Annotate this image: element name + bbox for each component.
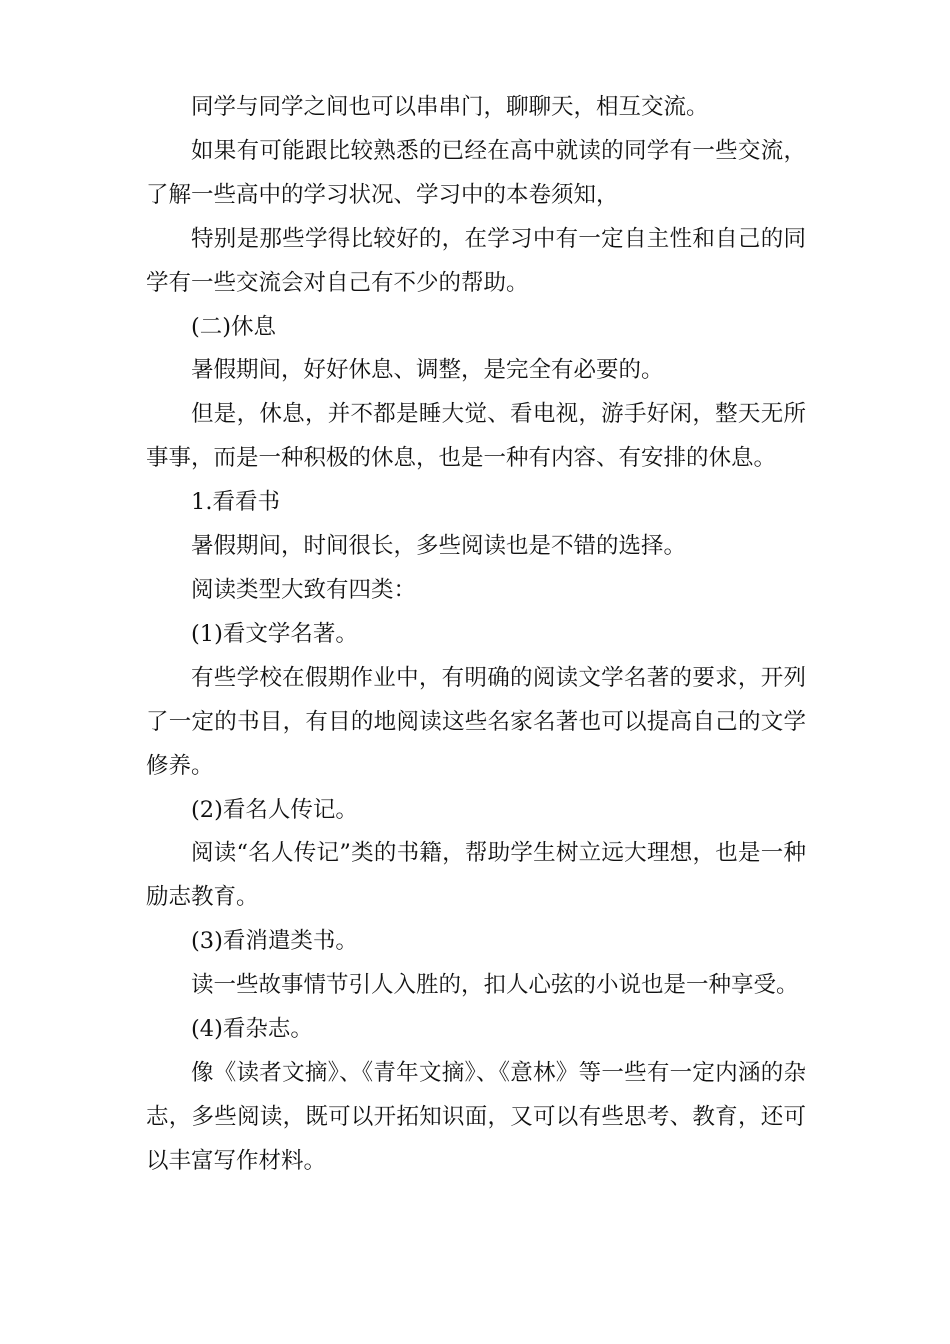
paragraph: 阅读类型大致有四类： bbox=[191, 576, 417, 603]
subsection-heading: 1.看看书 bbox=[191, 489, 280, 516]
paragraph: 像《读者文摘》、《青年文摘》、《意林》等一些有一定内涵的杂志，多些阅读，既可以开拓知识面，又可以有些思考、教育，还可以丰富写作材料。 bbox=[146, 1059, 806, 1174]
paragraph: 同学与同学之间也可以串串门，聊聊天，相互交流。 bbox=[191, 94, 709, 120]
paragraph: 暑假期间，好好休息、调整，是完全有必要的。 bbox=[191, 357, 664, 384]
paragraph: 如果有可能跟比较熟悉的已经在高中就读的同学有一些交流，了解一些高中的学习状况、学习中的本卷须知， bbox=[146, 137, 806, 208]
list-item-heading: (4)看杂志。 bbox=[191, 1016, 313, 1043]
document-body bbox=[146, 86, 806, 1184]
paragraph: 暑假期间，时间很长，多些阅读也是不错的选择。 bbox=[191, 533, 687, 560]
paragraph: 有些学校在假期作业中，有明确的阅读文学名著的要求，开列了一定的书目，有目的地阅读这些名家名著也可以提高自己的文学修养。 bbox=[146, 664, 806, 779]
paragraph: 但是，休息，并不都是睡大觉、看电视，游手好闲，整天无所事事，而是一种积极的休息，也是一种有内容、有安排的休息。 bbox=[146, 401, 806, 472]
paragraph: 读一些故事情节引人入胜的，扣人心弦的小说也是一种享受。 bbox=[191, 972, 799, 999]
list-item-heading: (1)看文学名著。 bbox=[191, 620, 358, 647]
paragraph: 阅读“名人传记”类的书籍，帮助学生树立远大理想，也是一种励志教育。 bbox=[146, 840, 806, 911]
list-item-heading: (3)看消遣类书。 bbox=[191, 928, 358, 955]
list-item-heading: (2)看名人传记。 bbox=[191, 796, 358, 823]
paragraph: 特别是那些学得比较好的，在学习中有一定自主性和自己的同学有一些交流会对自己有不少的帮助。 bbox=[146, 225, 806, 296]
section-heading: (二)休息 bbox=[191, 313, 277, 340]
